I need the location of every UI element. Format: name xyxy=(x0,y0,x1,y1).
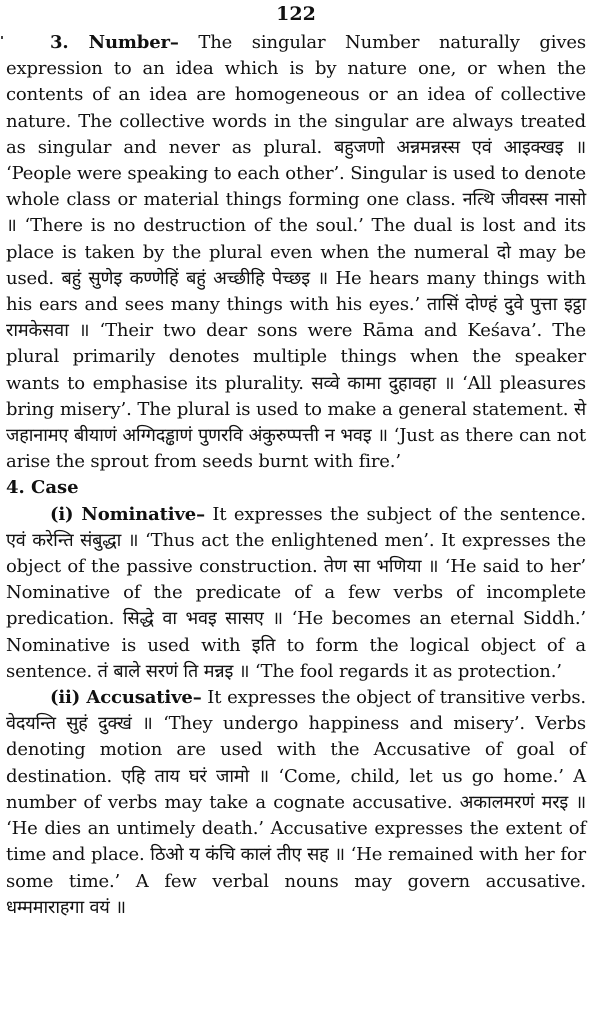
case-heading: 4. Case xyxy=(6,477,79,499)
page-number: 122 xyxy=(276,3,316,25)
accusative-paragraph xyxy=(6,685,586,921)
accusative-text: It expresses the object of transitive verbs. वेदयन्ति सुहं दुक्खं ॥ ‘They undergo happiness and misery’. Verbs denoting motion are used with the Accusative of goal of destination. एहि ताय घरं जामो ॥ ‘Come, child, let us go home.’ A number of verbs may take a cognate accusative. अकालमरणं मरइ ॥ ‘He dies an untimely death.’ Accusative expresses the extent of time and place. ठिओ य कंचि कालं तीए सह ॥ ‘He remained with her for some time.’ A few verbal nouns may govern accusative. धम्ममाराहगा वयं ॥ xyxy=(6,687,586,918)
nominative-heading: (i) Nominative– xyxy=(50,503,205,525)
number-text: The singular Number naturally gives expression to an idea which is by nature one, or when the contents of an idea are homogeneous or an idea of collective nature. The collective words in the singular are always treated as singular and never as plural. बहुजणो अन्नमन्नस्स एवं आइक्खइ ॥ ‘People were speaking to each other’. Singular is used to denote whole class or material things forming one class. नत्थि जीवस्स नासो ॥ ‘There is no destruction of the soul.’ The dual is lost and its place is taken by the plural even when the numeral दो may be used. बहुं सुणेइ कण्णेहिं बहुं अच्छीहि पेच्छइ ॥ He hears many things with his ears and sees many things with his eyes.’ तासिं दोण्हं दुवे पुत्ता इट्ठा रामकेसवा ॥ ‘Their two dear sons were Rāma and Keśava’. The plural primarily denotes multiple things when the speaker wants to emphasise its plurality. सव्वे कामा दुहावहा ॥ ‘All pleasures bring misery’. The plural is used to make a general statement. से जहानामए बीयाणं अग्गिदड्ढाणं पुणरवि अंकुरुप्पत्ती न भवइ ॥ ‘Just as there can not arise the sprout from seeds burnt with fire.’ xyxy=(6,32,586,473)
number-heading: 3. Number– xyxy=(50,32,179,53)
nominative-paragraph xyxy=(6,502,586,685)
accusative-heading: (ii) Accusative– xyxy=(50,687,202,709)
nominative-text: It expresses the subject of the sentence. एवं करेन्ति संबुद्धा ॥ ‘Thus act the enlightened men’. It expresses the object of the passive construction. तेण सा भणिया ॥ ‘He said to her’ Nominative of the predicate of a few verbs of incomplete predication. सिद्धे वा भवइ सासए ॥ ‘He becomes an eternal Siddh.’ Nominative is used with इति to form the logical object of a sentence. तं बाले सरणं ति मन्नइ ॥ ‘The fool regards it as protection.’ xyxy=(6,503,586,682)
number-paragraph xyxy=(6,30,586,475)
margin-mark xyxy=(1,36,3,39)
